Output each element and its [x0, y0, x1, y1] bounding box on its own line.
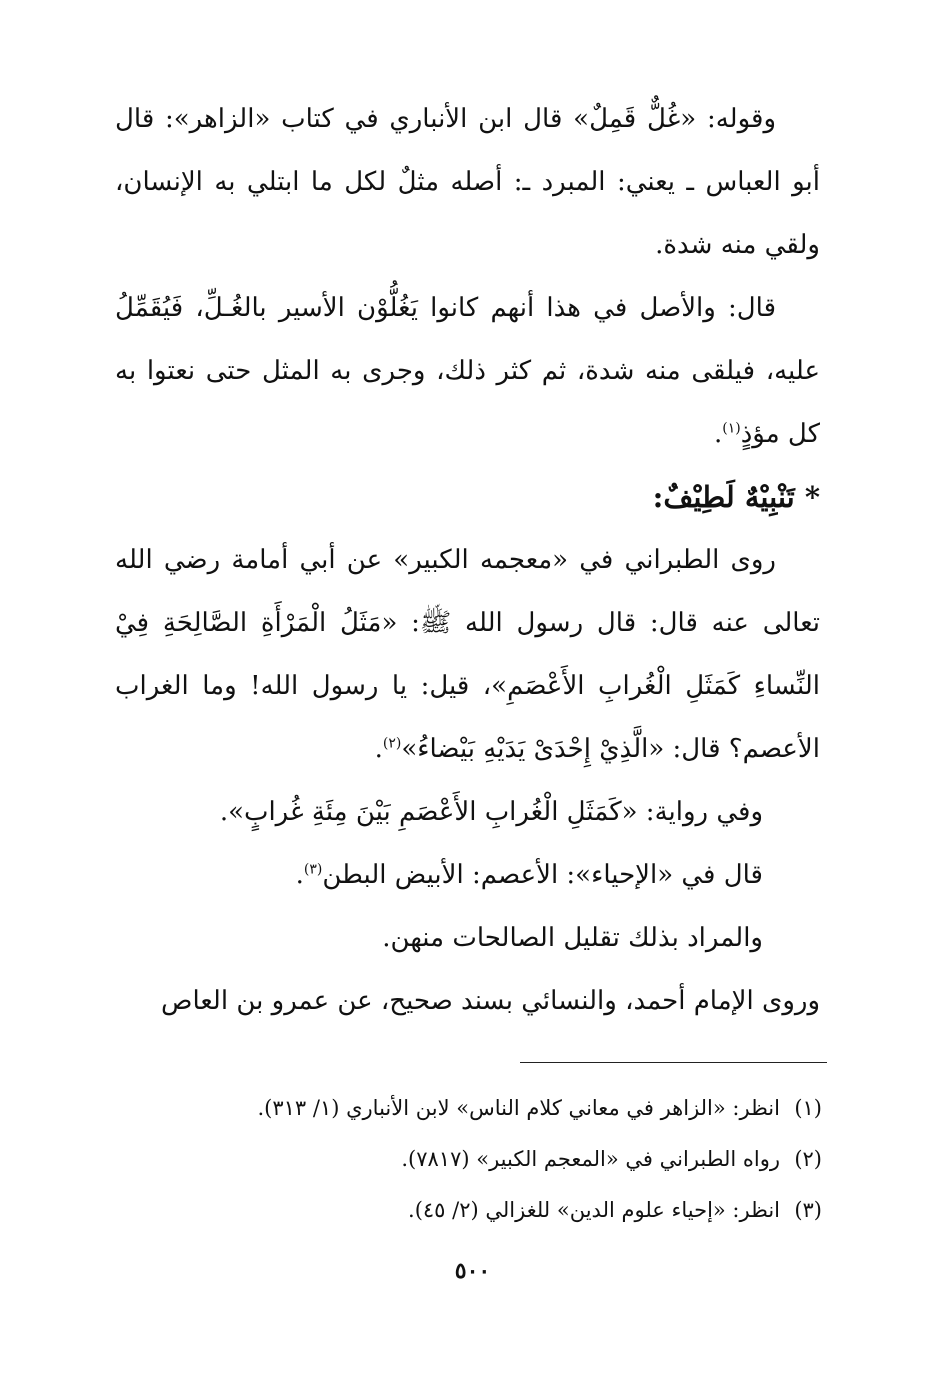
paragraph-1: وقوله: «غُلٌّ قَمِلٌ» قال ابن الأنباري في كتاب «الزاهر»: قال أبو العباس ـ يعني: المبرد ـ: أصله مثلٌ لكل ما ابتلي به الإنسان، ولقي منه شدة.: [115, 104, 820, 260]
paragraph-5-text: قال في «الإحياء»: الأعصم: الأبيض البطن: [322, 860, 763, 890]
footnote-ref-3[interactable]: (٣): [303, 861, 323, 878]
footnote-separator: [520, 1062, 827, 1063]
footnote-1: [112, 1083, 822, 1134]
paragraph-5-end: .: [295, 860, 304, 890]
paragraph-5: [115, 844, 820, 907]
page-number: ٥٠٠: [454, 1258, 491, 1284]
footnote-ref-1[interactable]: (١): [722, 420, 741, 437]
paragraph-4: وفي رواية: «كَمَثَلِ الْغُرابِ الأَعْصَمِ بَيْنَ مِئَةِ غُرابٍ».: [219, 797, 763, 827]
footnote-3: [112, 1185, 822, 1236]
paragraph-3-text: روى الطبراني في «معجمه الكبير» عن أبي أمامة رضي الله تعالى عنه قال: قال رسول الله ﷺ: «مَثَلُ الْمَرْأَةِ الصَّالِحَةِ فِيْ النِّساءِ كَمَثَلِ الْغُرابِ الأَعْصَمِ»، قيل: يا رسول الله! وما الغراب الأعصم؟ قال: «الَّذِيْ إِحْدَىْ يَدَيْهِ بَيْضاءُ»: [115, 545, 820, 764]
footnote-text: انظر: «إحياء علوم الدين» للغزالي (٢/ ٤٥).: [408, 1198, 780, 1222]
footnote-number: (٢): [794, 1147, 822, 1171]
main-text-bottom: [115, 529, 820, 1033]
paragraph-2-end: .: [713, 419, 723, 449]
footnote-number: (٣): [794, 1198, 822, 1222]
main-text-top: [115, 88, 820, 529]
paragraph-3: [115, 529, 820, 781]
paragraph-3-end: .: [374, 734, 383, 764]
paragraph-2: [115, 277, 820, 466]
footnote-ref-2[interactable]: (٢): [382, 735, 402, 752]
footnote-text: انظر: «الزاهر في معاني كلام الناس» لابن الأنباري (١/ ٣١٣).: [257, 1096, 780, 1120]
footnote-2: [112, 1134, 822, 1185]
footnote-number: (١): [794, 1096, 822, 1120]
footnotes: [112, 1083, 822, 1236]
paragraph-7: وروى الإمام أحمد، والنسائي بسند صحيح، عن عمرو بن العاص: [161, 986, 820, 1016]
section-heading: * تَنْبِيْهٌ لَطِيْفٌ:: [652, 480, 820, 514]
paragraph-2-text: قال: والأصل في هذا أنهم كانوا يَغُلُّوْن الأسير بالغُـلِّ، فَيُقَمِّلُ عليه، فيلقى منه شدة، ثم كثر ذلك، وجرى به المثل حتى نعتوا به كل مؤذٍ: [115, 293, 820, 449]
footnote-text: رواه الطبراني في «المعجم الكبير» (٧٨١٧).: [401, 1147, 780, 1171]
paragraph-6: والمراد بذلك تقليل الصالحات منهن.: [382, 923, 763, 953]
